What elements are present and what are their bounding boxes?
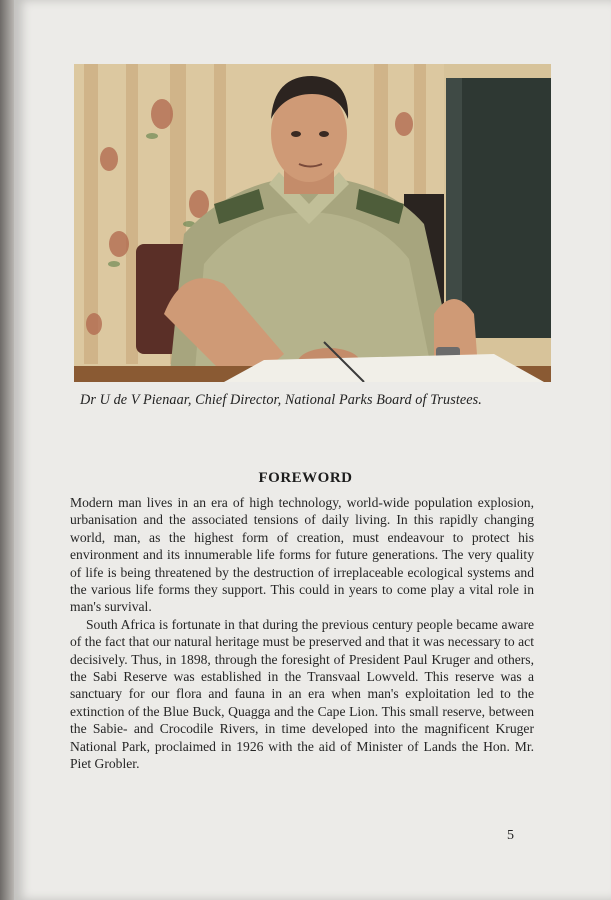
book-gutter bbox=[0, 0, 14, 900]
paragraph: South Africa is fortunate in that during the previous century people became aware of the fact that our natural heritage must be preserved and that it was necessary to act decisively. Thus, in 1898, through the foresight of President Paul Kruger and others, the Sabi Reserve was established in the Transvaal Lowveld. This reserve was a sanctuary for our flora and fauna in an era when man's exploitation led to the extinction of the Blue Buck, Quagga and the Cape Lion. This small reserve, between the Sabie- and Crocodile Rivers, in time developed into the magnificent Kruger National Park, proclaimed in 1926 with the aid of Minister of Lands the Hon. Mr. Piet Grobler. bbox=[70, 616, 534, 772]
photo-caption: Dr U de V Pienaar, Chief Director, National Parks Board of Trustees. bbox=[80, 392, 482, 408]
body-text bbox=[70, 494, 534, 773]
section-heading: FOREWORD bbox=[258, 470, 353, 486]
page-number: 5 bbox=[507, 828, 514, 843]
portrait-photo bbox=[74, 64, 551, 382]
portrait-illustration bbox=[74, 64, 551, 382]
paragraph: Modern man lives in an era of high technology, world-wide population explosion, urbanisation and the associated tensions of daily living. In this rapidly changing world, man, as the highest form of creation, must endeavour to protect his environment and its innumerable life forms for future generations. The very quality of life is being threatened by the destruction of irreplaceable ecological systems and the various life forms they support. This could in years to come play a vital role in man's survival. bbox=[70, 495, 534, 615]
